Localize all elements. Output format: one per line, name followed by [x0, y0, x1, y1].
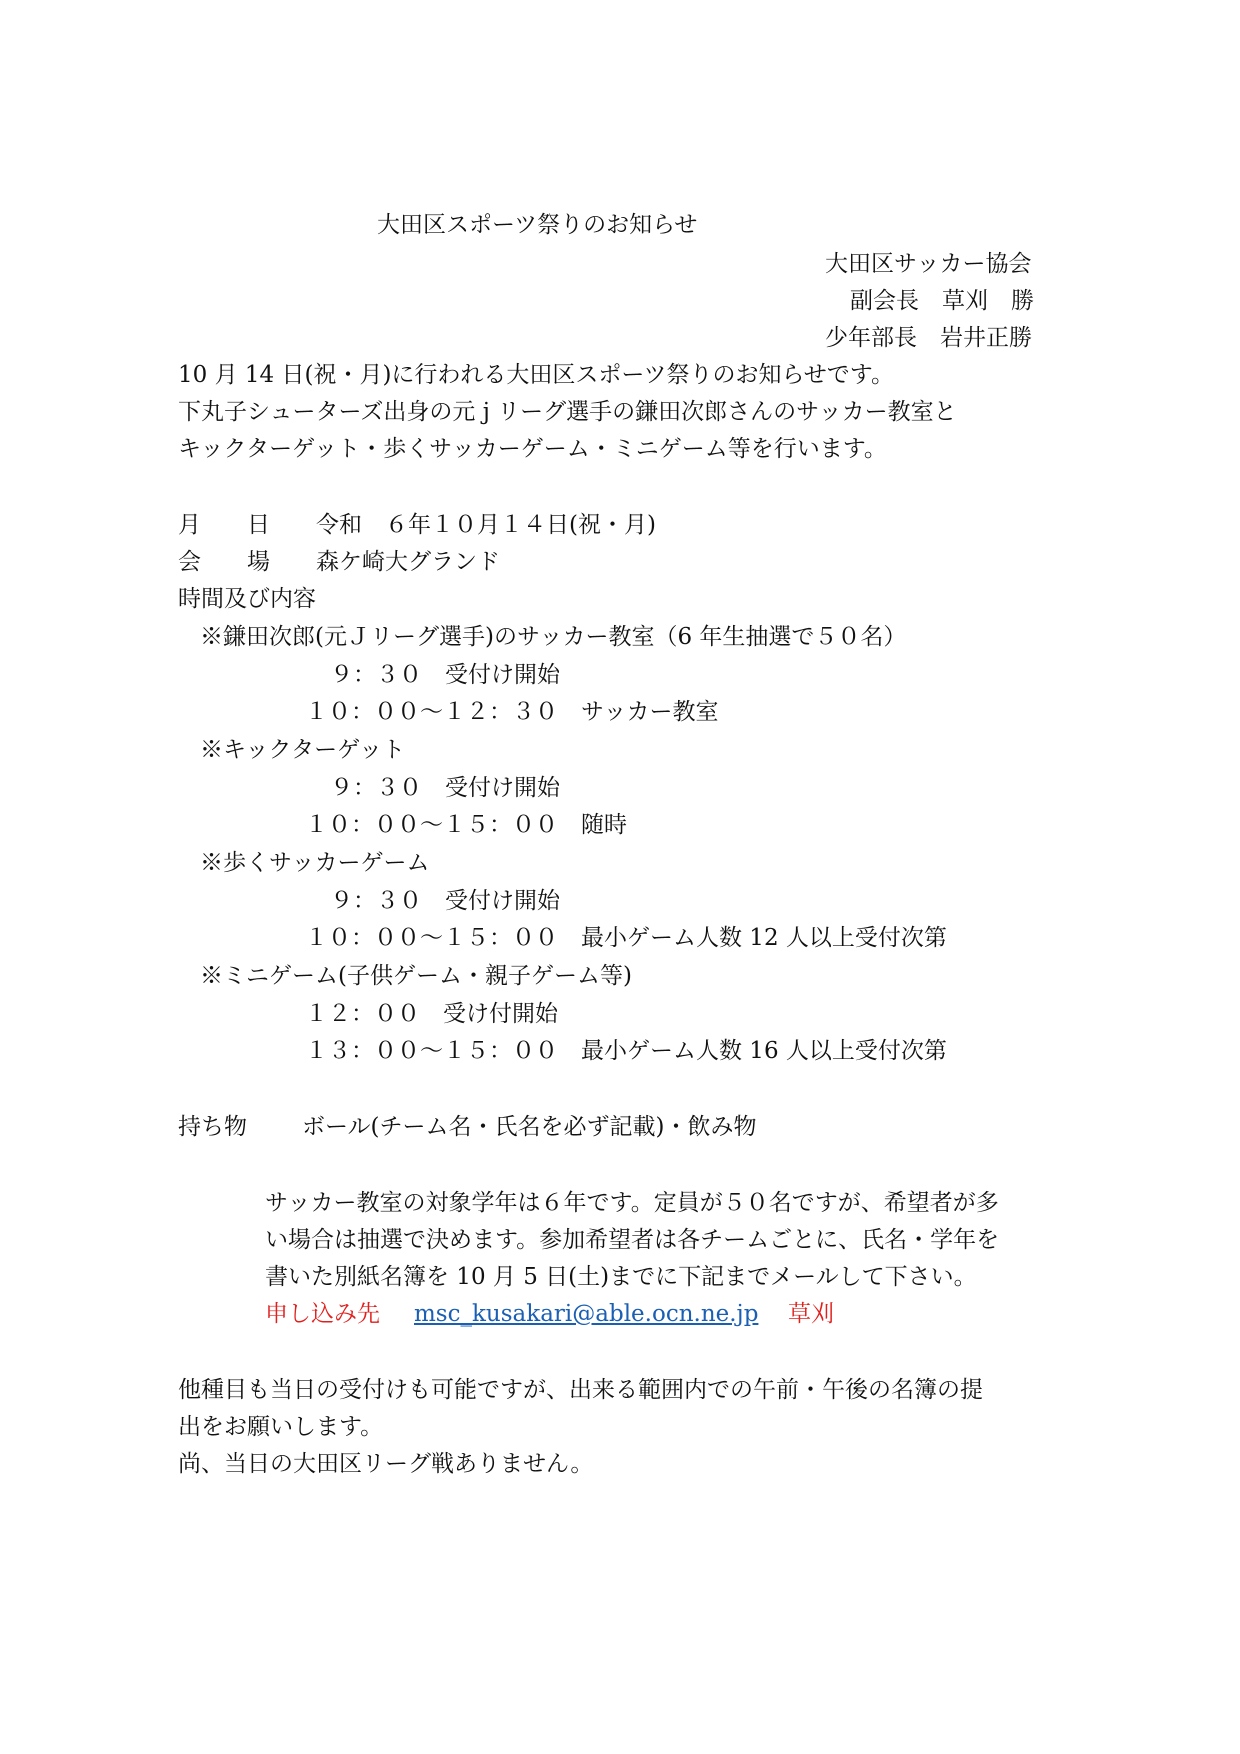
apply-email-link[interactable]: msc_kusakari@able.ocn.ne.jp — [414, 1301, 759, 1327]
sender-organization: 大田区サッカー協会 — [825, 251, 1032, 277]
event-title-walking-soccer: ※歩くサッカーゲーム — [200, 850, 430, 876]
intro-line: 10 月 14 日(祝・月)に行われる大田区スポーツ祭りのお知らせです。 — [178, 362, 894, 388]
page-title: 大田区スポーツ祭りのお知らせ — [377, 212, 698, 238]
apply-contact-name: 草刈 — [788, 1301, 834, 1327]
schedule-heading: 時間及び内容 — [178, 586, 316, 612]
event-date: 月 日 令和 ６年１０月１４日(祝・月) — [178, 512, 656, 538]
belongings-text: ボール(チーム名・氏名を必ず記載)・飲み物 — [302, 1114, 757, 1140]
event-title-kick-target: ※キックターゲット — [200, 737, 406, 763]
closing-line: 出をお願いします。 — [178, 1414, 384, 1440]
closing-line: 尚、当日の大田区リーグ戦ありません。 — [178, 1451, 594, 1477]
event-open-time: ９：３０ 受付け開始 — [330, 662, 560, 688]
event-venue: 会 場 森ケ崎大グランド — [178, 549, 500, 575]
event-title-soccer-class: ※鎌田次郎(元Ｊリーグ選手)のサッカー教室（6 年生抽選で５０名） — [200, 624, 907, 650]
event-main-time: １０：００～１５：００ 最小ゲーム人数 12 人以上受付次第 — [305, 925, 947, 951]
note-line: サッカー教室の対象学年は６年です。定員が５０名ですが、希望者が多 — [265, 1190, 999, 1216]
event-main-time: １０：００～１５：００ 随時 — [305, 812, 627, 838]
event-main-time: １３：００～１５：００ 最小ゲーム人数 16 人以上受付次第 — [305, 1038, 947, 1064]
apply-label: 申し込み先 — [265, 1301, 380, 1327]
intro-line: キックターゲット・歩くサッカーゲーム・ミニゲーム等を行います。 — [178, 436, 887, 462]
note-line: 書いた別紙名簿を 10 月 5 日(土)までに下記までメールして下さい。 — [265, 1264, 977, 1290]
intro-line: 下丸子シューターズ出身の元 j リーグ選手の鎌田次郎さんのサッカー教室と — [178, 399, 957, 425]
event-open-time: １２：００ 受け付開始 — [305, 1001, 558, 1027]
event-open-time: ９：３０ 受付け開始 — [330, 888, 560, 914]
event-open-time: ９：３０ 受付け開始 — [330, 775, 560, 801]
event-main-time: １０：００～１２：３０ サッカー教室 — [305, 699, 719, 725]
belongings-label: 持ち物 — [178, 1114, 247, 1140]
note-line: い場合は抽選で決めます。参加希望者は各チームごとに、氏名・学年を — [265, 1227, 1000, 1253]
closing-line: 他種目も当日の受付けも可能ですが、出来る範囲内での午前・午後の名簿の提 — [178, 1377, 983, 1403]
sender-vice-president: 副会長 草刈 勝 — [850, 288, 1034, 314]
sender-youth-director: 少年部長 岩井正勝 — [825, 325, 1032, 351]
event-title-mini-game: ※ミニゲーム(子供ゲーム・親子ゲーム等) — [200, 963, 632, 989]
